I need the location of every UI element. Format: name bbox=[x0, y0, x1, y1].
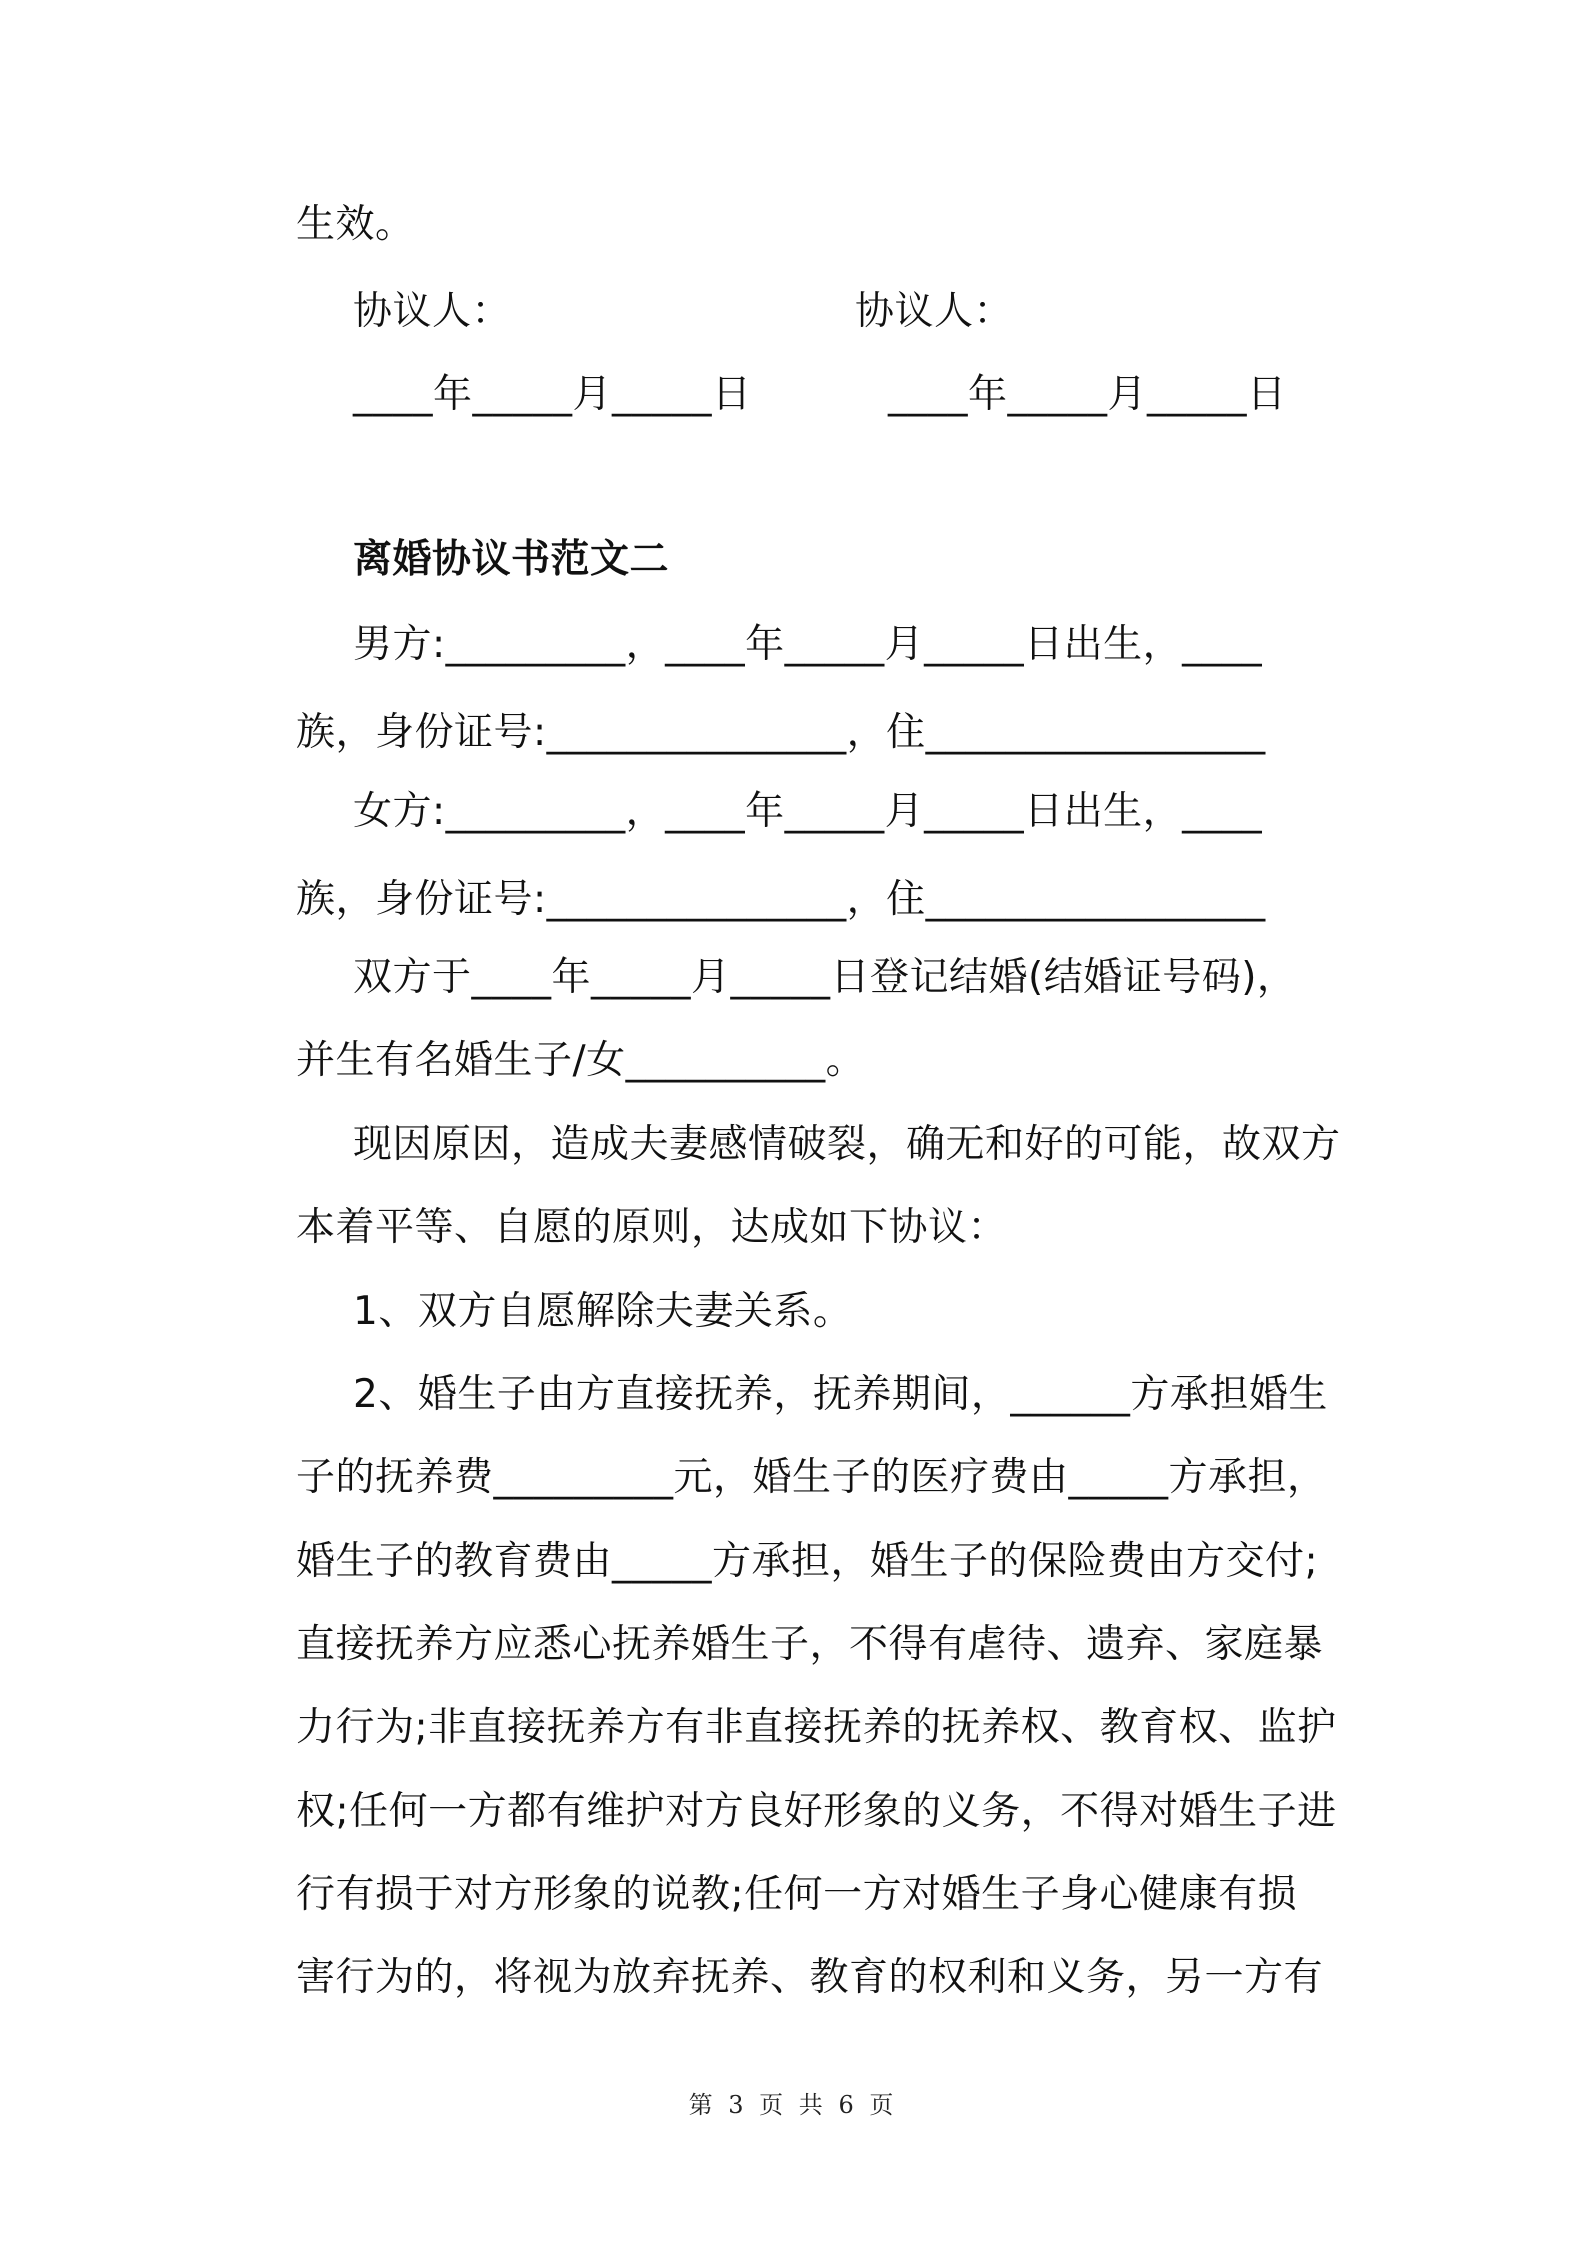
text-line: 婚生子的教育费由_____方承担，婚生子的保险费由方交付; bbox=[296, 1539, 1319, 1584]
text-line: 族，身份证号:_______________，住_________________ bbox=[296, 877, 1266, 922]
text-line: 男方:_________，____年_____月_____日出生，____ bbox=[353, 622, 1263, 667]
text-line: 并生有名婚生子/女__________。 bbox=[296, 1038, 866, 1083]
text-line: 害行为的，将视为放弃抚养、教育的权利和义务，另一方有 bbox=[296, 1955, 1324, 2000]
text-line: 力行为;非直接抚养方有非直接抚养的抚养权、教育权、监护 bbox=[296, 1705, 1337, 1750]
section-heading: 离婚协议书范文二 bbox=[353, 537, 670, 582]
text-line: 本着平等、自愿的原则，达成如下协议： bbox=[296, 1205, 1008, 1250]
text-line: 女方:_________，____年_____月_____日出生，____ bbox=[353, 789, 1263, 834]
text-line: 现因原因，造成夫妻感情破裂，确无和好的可能，故双方 bbox=[353, 1122, 1341, 1167]
text-line: 双方于____年_____月_____日登记结婚(结婚证号码)， bbox=[353, 955, 1297, 1000]
text-line: 族，身份证号:_______________，住_________________ bbox=[296, 710, 1266, 755]
text-line: 直接抚养方应悉心抚养婚生子，不得有虐待、遗弃、家庭暴 bbox=[296, 1622, 1324, 1667]
date-blank-left: ____年_____月_____日 bbox=[353, 372, 752, 417]
text-line: 2、婚生子由方直接抚养，抚养期间，______方承担婚生 bbox=[353, 1372, 1328, 1417]
date-blank-right: ____年_____月_____日 bbox=[888, 372, 1287, 417]
signatory-label-right: 协议人： bbox=[855, 289, 1014, 334]
text-line: 权;任何一方都有维护对方良好形象的义务，不得对婚生子进 bbox=[296, 1789, 1337, 1834]
text-line: 子的抚养费_________元，婚生子的医疗费由_____方承担， bbox=[296, 1455, 1327, 1500]
page-number-footer: 第 3 页 共 6 页 bbox=[688, 2091, 898, 2119]
text-line: 行有损于对方形象的说教;任何一方对婚生子身心健康有损 bbox=[296, 1872, 1298, 1917]
signatory-label-left: 协议人： bbox=[353, 289, 512, 334]
text-line: 1、双方自愿解除夫妻关系。 bbox=[353, 1289, 853, 1334]
text-line: 生效。 bbox=[296, 202, 415, 247]
